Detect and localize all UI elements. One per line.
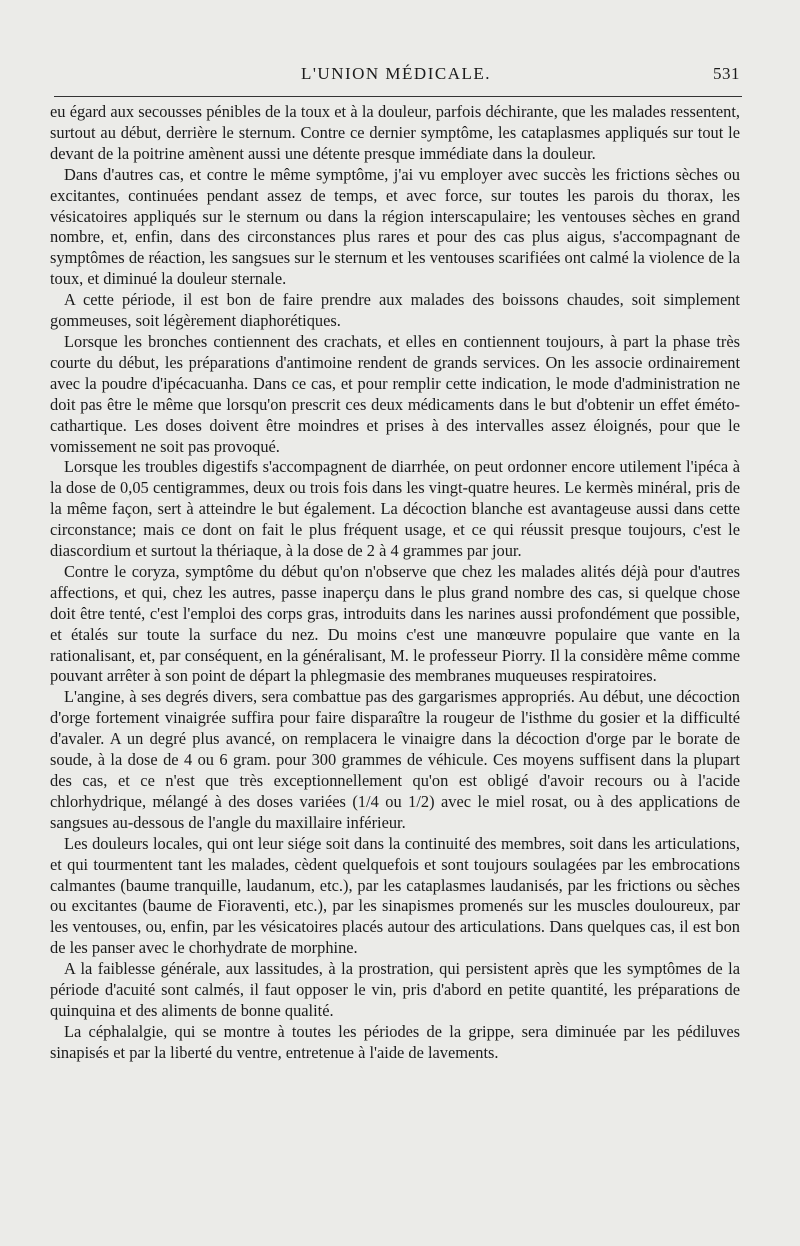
header-rule	[54, 96, 742, 97]
paragraph: La céphalalgie, qui se montre à toutes les périodes de la grippe, sera diminuée par les pédiluves sinapisés et par la liberté du ventre, entretenue à l'aide de lavements.	[50, 1021, 740, 1062]
paragraph: Lorsque les bronches contiennent des crachats, et elles en contiennent toujours, à part la phase très courte du début, les préparations d'antimoine rendent de grands services. On les associe ordinairement avec la poudre d'ipécacuanha. Dans ce cas, et pour remplir cette indication, le mode d'administration ne doit pas être le même que lorsqu'on prescrit ces deux médicaments dans le but d'obtenir un effet éméto-cathartique. Les doses doivent être moindres et prises à des intervalles assez éloignés, pour que le vomissement ne soit pas provoqué.	[50, 331, 740, 456]
paragraph: Lorsque les troubles digestifs s'accompagnent de diarrhée, on peut ordonner encore utilement l'ipéca à la dose de 0,05 centigrammes, deux ou trois fois dans les vingt-quatre heures. Le kermès minéral, pris de la même façon, sert à atteindre le but également. La décoction blanche est avantageuse aussi dans cette circonstance; mais ce dont on fait le plus fréquent usage, et ce qui réussit presque toujours, c'est le diascordium et surtout la thériaque, à la dose de 2 à 4 grammes par jour.	[50, 457, 740, 561]
paragraph: eu égard aux secousses pénibles de la toux et à la douleur, parfois déchirante, que les malades ressentent, surtout au début, derrière le sternum. Contre ce dernier symptôme, les cataplasmes appliqués sur tout le devant de la poitrine amènent aussi une détente presque immédiate dans la douleur.	[50, 102, 740, 163]
paragraph: A la faiblesse générale, aux lassitudes, à la prostration, qui persistent après que les symptômes de la période d'acuité sont calmés, il faut opposer le vin, pris d'abord en petite quantité, les préparations de quinquina et des aliments de bonne qualité.	[50, 959, 740, 1020]
paragraph: Contre le coryza, symptôme du début qu'on n'observe que chez les malades alités déjà pour d'autres affections, et qui, chez les autres, passe inaperçu dans le plus grand nombre des cas, si quelque chose doit être tenté, c'est l'emploi des corps gras, introduits dans les narines aussi profondément que possible, et étalés sur toute la surface du nez. Du moins c'est une manœuvre populaire que vante en la rationalisant, et, par conséquent, en la généralisant, M. le professeur Piorry. Il la considère même comme pouvant arrêter à son point de départ la phlegmasie des membranes muqueuses respiratoires.	[50, 561, 740, 686]
running-header	[52, 64, 740, 88]
article-body	[50, 102, 740, 1064]
paragraph: Dans d'autres cas, et contre le même symptôme, j'ai vu employer avec succès les frictions sèches ou excitantes, continuées pendant assez de temps, et avec force, sur toutes les parois du thorax, les vésicatoires appliqués sur le sternum ou dans la région interscapulaire; les ventouses sèches en grand nombre, et, enfin, dans des circonstances plus rares et pour des cas plus aigus, s'accompagnant de symptômes de réaction, les sangsues sur le sternum et les ventouses scarifiées ont calmé la violence de la toux, et diminué la douleur sternale.	[50, 164, 740, 289]
journal-title: L'UNION MÉDICALE.	[300, 64, 492, 83]
paragraph: L'angine, à ses degrés divers, sera combattue pas des gargarismes appropriés. Au début, une décoction d'orge fortement vinaigrée suffira pour faire disparaître la rougeur de l'isthme du gosier et la difficulté d'avaler. A un degré plus avancé, on remplacera le vinaigre dans la décoction d'orge par le borate de soude, à la dose de 4 ou 6 gram. pour 300 grammes de véhicule. Ces moyens suffisent dans la plupart des cas, et ce n'est que très exceptionnellement qu'on est obligé d'avoir recours ou à l'acide chlorhydrique, mélangé à des doses variées (1/4 ou 1/2) avec le miel rosat, ou à des applications de sangsues au-dessous de l'angle du maxillaire inférieur.	[50, 687, 740, 832]
paragraph: Les douleurs locales, qui ont leur siége soit dans la continuité des membres, soit dans les articulations, et qui tourmentent tant les malades, cèdent quelquefois et sont toujours soulagées par les embrocations calmantes (baume tranquille, laudanum, etc.), par les cataplasmes laudanisés, par les frictions ou sèches ou excitantes (baume de Fioraventi, etc.), par les sinapismes promenés sur les muscles douloureux, par les ventouses, ou, enfin, par les vésicatoires placés autour des articulations. Dans quelques cas, il est bon de les panser avec le chorhydrate de morphine.	[50, 833, 740, 958]
paragraph: A cette période, il est bon de faire prendre aux malades des boissons chaudes, soit simplement gommeuses, soit légèrement diaphorétiques.	[50, 290, 740, 331]
page-number: 531	[713, 64, 740, 83]
